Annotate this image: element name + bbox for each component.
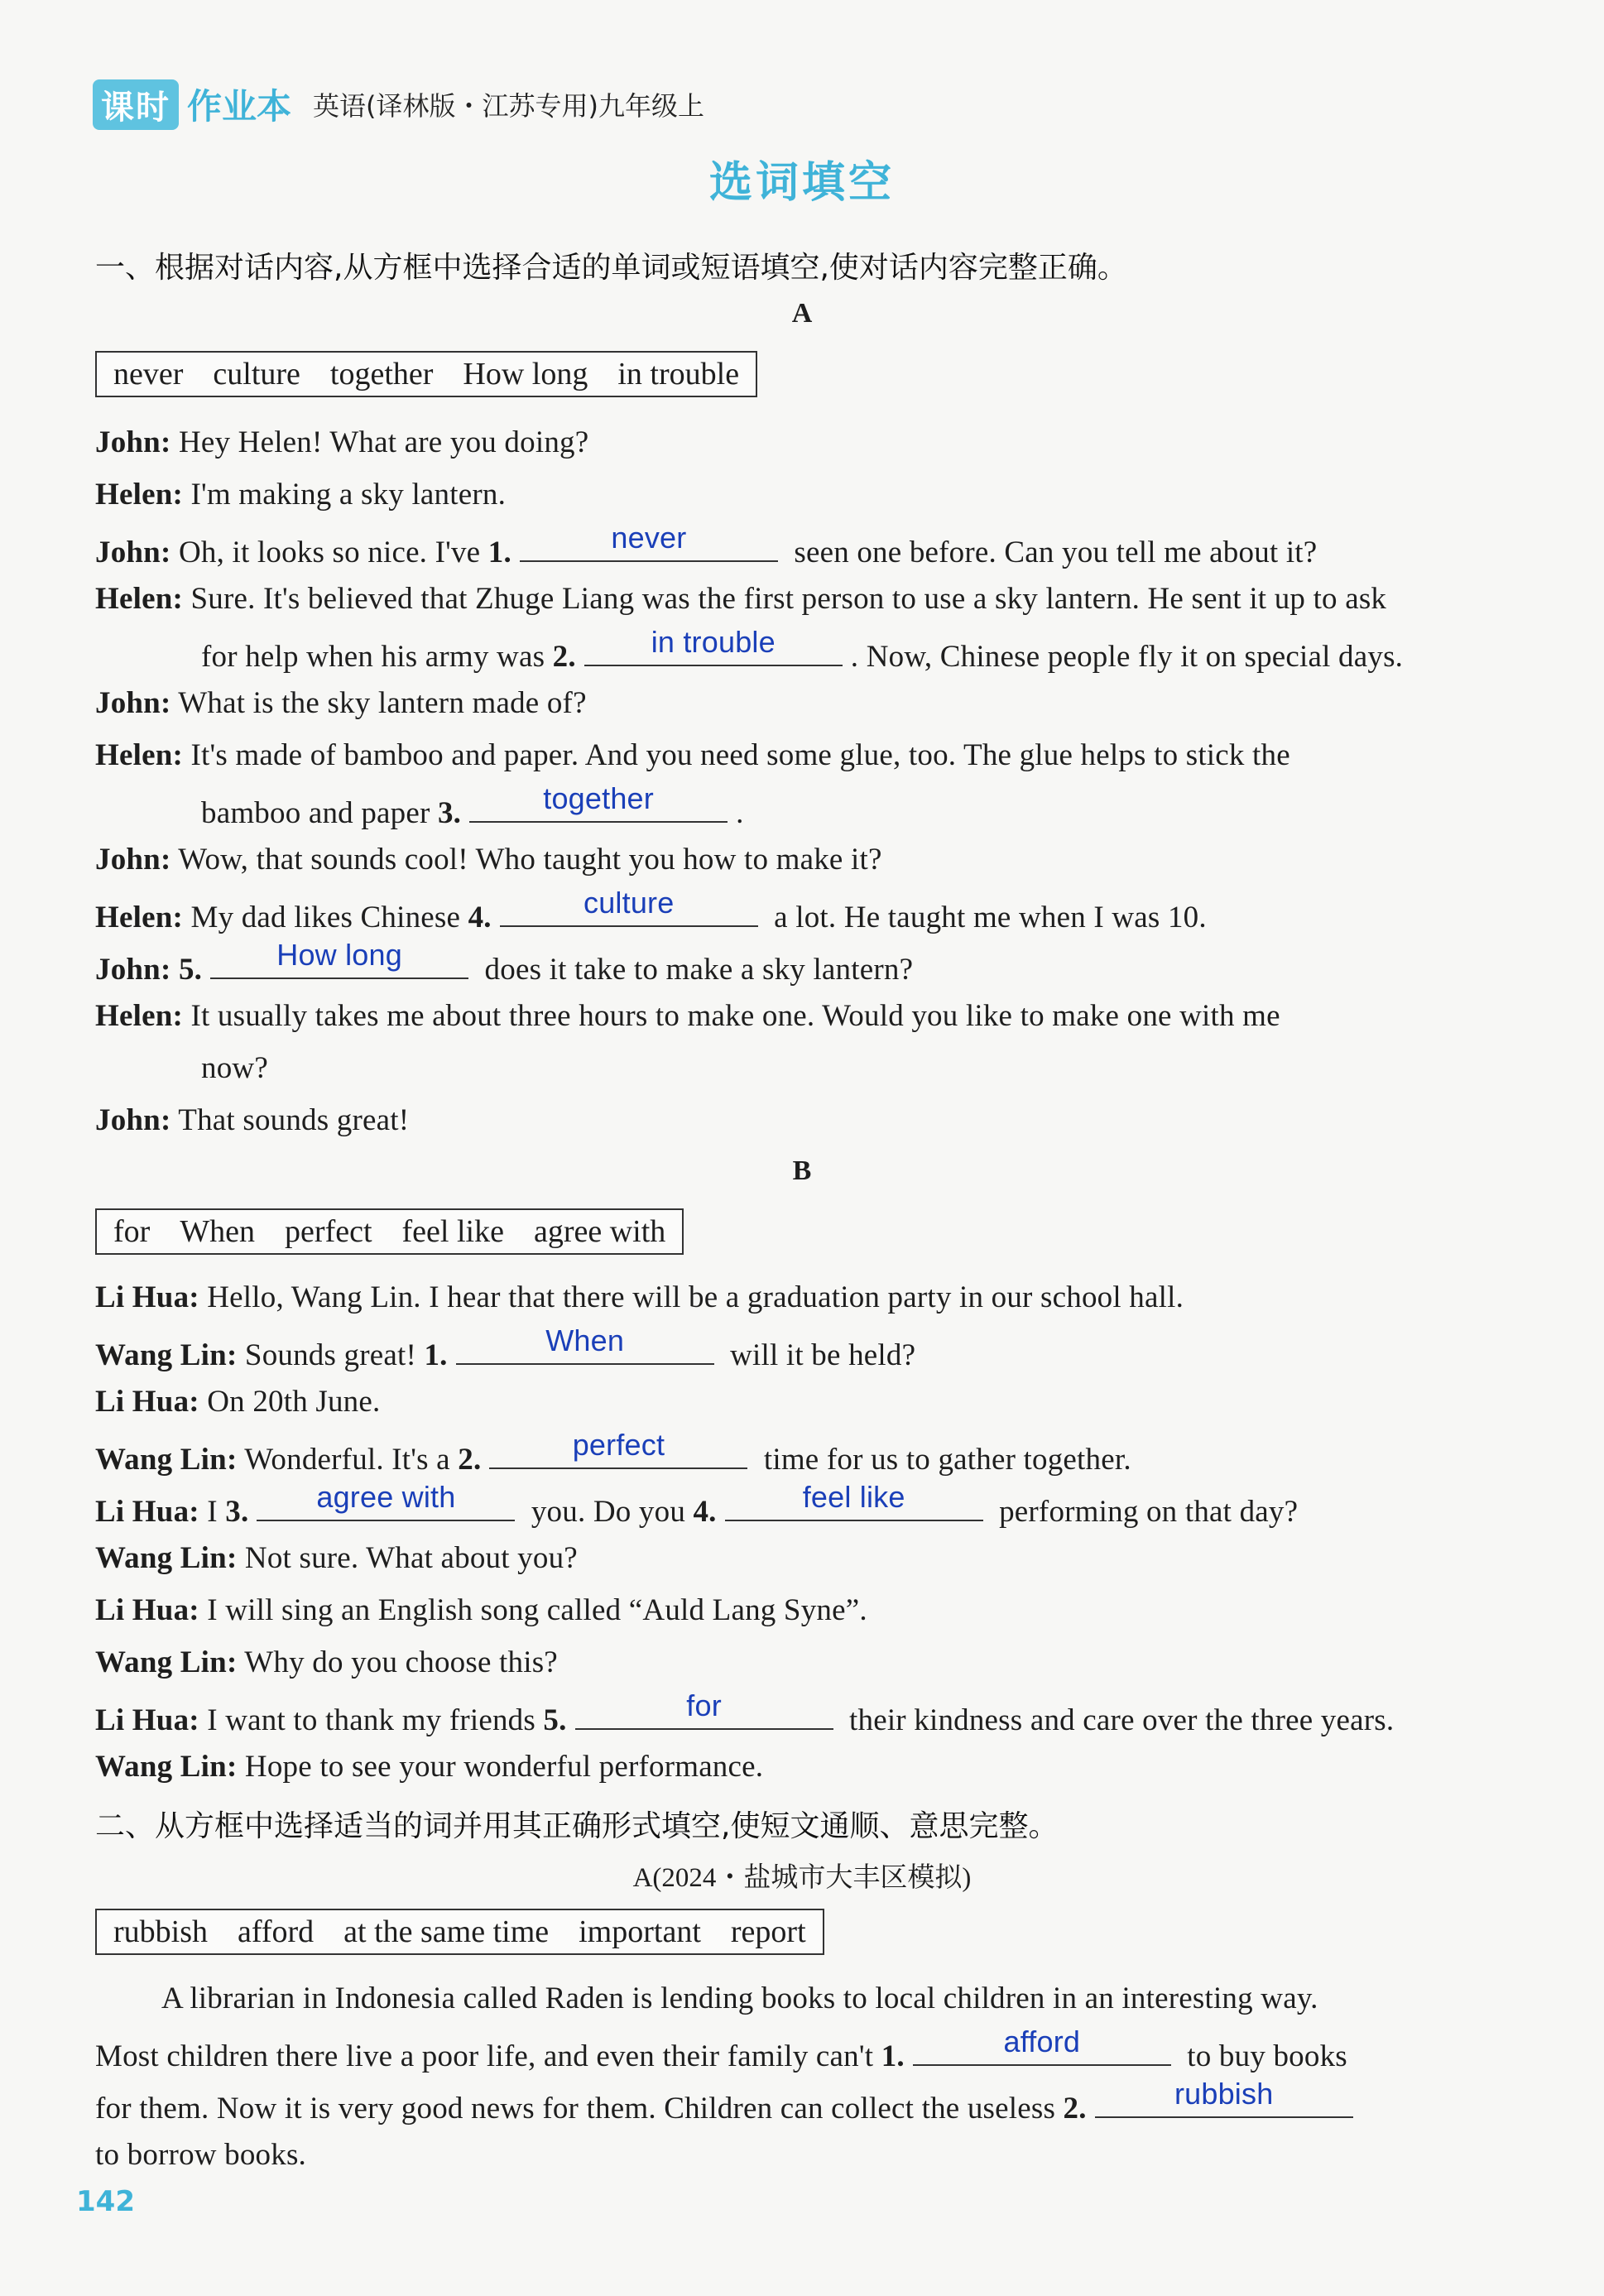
- line-text: It usually takes me about three hours to make one. Would you like to make one with me: [190, 999, 1280, 1033]
- line-text: a lot. He taught me when I was 10.: [766, 901, 1207, 934]
- dialogue-line: Wang Lin: Wonderful. It's a 2. perfect time for us to gather together.: [95, 1428, 1131, 1477]
- speaker-name: John: [95, 953, 161, 987]
- page-number: 142: [76, 2185, 135, 2218]
- line-text: bamboo and paper: [201, 796, 438, 830]
- line-text: their kindness and care over the three years.: [841, 1703, 1395, 1737]
- line-text: Hope to see your wonderful performance.: [244, 1750, 764, 1784]
- speaker-name: Li Hua: [95, 1385, 190, 1419]
- dialogue-line: Li Hua: I 3. agree with you. Do you 4. feel like performing on that day?: [95, 1480, 1299, 1529]
- line-text: Most children there live a poor life, and even their family can't: [95, 2039, 881, 2073]
- blank-number: 1.: [487, 536, 511, 569]
- line-text: performing on that day?: [991, 1495, 1299, 1529]
- line-text: I want to thank my friends: [207, 1703, 544, 1737]
- part2-a-label: A(2024・盐城市大丰区模拟): [632, 1863, 972, 1893]
- handwritten-answer: feel like: [802, 1480, 905, 1514]
- word-box-item: together: [329, 357, 434, 391]
- passage-line: to borrow books.: [95, 2138, 306, 2172]
- dialogue-line: Li Hua: I will sing an English song called “Auld Lang Syne”.: [95, 1593, 867, 1627]
- line-text: now?: [201, 1051, 268, 1085]
- word-box-item: important: [579, 1914, 701, 1949]
- line-text: I'm making a sky lantern.: [190, 478, 507, 512]
- line-text: What is the sky lantern made of?: [178, 686, 587, 720]
- speaker-name: Li Hua: [95, 1280, 190, 1314]
- line-text: On 20th June.: [207, 1385, 381, 1419]
- speaker-name: Wang Lin: [95, 1338, 227, 1372]
- speaker-name: John: [95, 843, 161, 877]
- line-text: will it be held?: [722, 1338, 916, 1372]
- speaker-name: Wang Lin: [95, 1750, 227, 1784]
- answer-blank[interactable]: [500, 886, 758, 927]
- dialogue-line: Wang Lin: Not sure. What about you?: [95, 1541, 578, 1575]
- word-box-item: culture: [213, 357, 300, 391]
- dialogue-line: Helen: It's made of bamboo and paper. And you need some glue, too. The glue helps to stick the: [95, 738, 1290, 772]
- line-text: Sounds great!: [244, 1338, 425, 1372]
- passage-line: [95, 2077, 1361, 2126]
- part1-b-label: B: [792, 1155, 812, 1186]
- handwritten-answer: in trouble: [651, 625, 776, 659]
- answer-blank[interactable]: [584, 625, 843, 666]
- line-text: Hey Helen! What are you doing?: [178, 425, 589, 459]
- line-text: .: [736, 796, 744, 830]
- brand-name: 作业本: [187, 86, 292, 127]
- brand-logo: 课时: [93, 79, 179, 130]
- blank-number: 3.: [225, 1495, 249, 1529]
- word-box-item: for: [113, 1214, 151, 1249]
- line-text: . Now, Chinese people fly it on special days.: [850, 640, 1404, 674]
- answer-blank[interactable]: [520, 521, 778, 562]
- dialogue-line: Wang Lin: Why do you choose this?: [95, 1645, 558, 1679]
- speaker-name: John: [95, 425, 161, 459]
- dialogue-line: John: That sounds great!: [95, 1103, 410, 1137]
- line-text: Wonderful. It's a: [244, 1443, 459, 1477]
- blank-number: 1.: [424, 1338, 448, 1372]
- line-text: Not sure. What about you?: [244, 1541, 578, 1575]
- line-text: seen one before. Can you tell me about it?: [785, 536, 1318, 569]
- handwritten-answer: agree with: [316, 1480, 456, 1514]
- word-box-b: [95, 1208, 684, 1255]
- dialogue-line: Li Hua: On 20th June.: [95, 1385, 381, 1419]
- answer-blank[interactable]: [1095, 2077, 1353, 2118]
- handwritten-answer: afford: [1003, 2025, 1081, 2058]
- line-text: Wow, that sounds cool! Who taught you how to make it?: [178, 843, 882, 877]
- section-title: 选词填空: [708, 158, 895, 208]
- line-text: Oh, it looks so nice. I've: [178, 536, 488, 569]
- line-text: for help when his army was: [201, 640, 553, 674]
- dialogue-line: Helen: It usually takes me about three hours to make one. Would you like to make one with me: [95, 999, 1280, 1033]
- word-box-item: in trouble: [617, 357, 740, 391]
- speaker-name: Helen: [95, 999, 173, 1033]
- dialogue-line: [201, 781, 744, 831]
- word-box-item: report: [730, 1914, 806, 1949]
- word-box-item: perfect: [285, 1214, 372, 1249]
- answer-blank[interactable]: [913, 2025, 1171, 2066]
- dialogue-line: John: What is the sky lantern made of?: [95, 686, 587, 720]
- dialogue-line: John: Hey Helen! What are you doing?: [95, 425, 589, 459]
- passage-line: A librarian in Indonesia called Raden is lending books to local children in an interesting way.: [161, 1981, 1318, 2015]
- line-text: to buy books: [1179, 2039, 1347, 2073]
- speaker-name: John: [95, 1103, 161, 1137]
- dialogue-line: John: Oh, it looks so nice. I've 1. never seen one before. Can you tell me about it?: [95, 521, 1318, 569]
- handwritten-answer: rubbish: [1174, 2077, 1274, 2111]
- line-text: for them. Now it is very good news for them. Children can collect the useless: [95, 2092, 1064, 2125]
- blank-number: 2.: [1063, 2092, 1087, 2125]
- line-text: It's made of bamboo and paper. And you need some glue, too. The glue helps to stick the: [190, 738, 1290, 772]
- word-box-item: feel like: [401, 1214, 504, 1249]
- handwritten-answer: culture: [583, 886, 675, 920]
- dialogue-line: [201, 625, 1404, 675]
- line-text: I will sing an English song called “Auld Lang Syne”.: [207, 1593, 867, 1627]
- line-text: My dad likes Chinese: [190, 901, 468, 934]
- line-text: Why do you choose this?: [244, 1645, 558, 1679]
- speaker-name: Helen: [95, 738, 173, 772]
- book-title: 英语(译林版・江苏专用)九年级上: [313, 90, 704, 122]
- page-header: [93, 79, 704, 129]
- handwritten-answer: together: [543, 781, 654, 815]
- speaker-name: Li Hua: [95, 1703, 190, 1737]
- handwritten-answer: How long: [276, 938, 402, 972]
- dialogue-line: Helen: My dad likes Chinese 4. culture a lot. He taught me when I was 10.: [95, 886, 1207, 934]
- dialogue-line: John: 5. How long does it take to make a sky lantern?: [95, 938, 914, 987]
- speaker-name: Helen: [95, 582, 173, 616]
- blank-number: 3.: [437, 796, 462, 830]
- answer-blank[interactable]: [257, 1480, 515, 1521]
- word-box-item: never: [113, 357, 184, 391]
- dialogue-line: Wang Lin: Hope to see your wonderful performance.: [95, 1750, 764, 1784]
- blank-number: 5.: [178, 953, 203, 987]
- part2-instruction: 二、从方框中选择适当的词并用其正确形式填空,使短文通顺、意思完整。: [95, 1809, 1059, 1843]
- line-text: That sounds great!: [178, 1103, 410, 1137]
- speaker-name: Wang Lin: [95, 1443, 227, 1477]
- answer-blank[interactable]: [456, 1323, 714, 1365]
- line-text: Hello, Wang Lin. I hear that there will be a graduation party in our school hall.: [207, 1280, 1184, 1314]
- handwritten-answer: When: [545, 1323, 625, 1357]
- word-box-item: agree with: [533, 1214, 666, 1249]
- dialogue-line: John: Wow, that sounds cool! Who taught you how to make it?: [95, 843, 882, 877]
- passage-line: [95, 2025, 1347, 2074]
- line-text: you. Do you: [523, 1495, 694, 1529]
- word-box-item: at the same time: [343, 1914, 550, 1949]
- speaker-name: Li Hua: [95, 1593, 190, 1627]
- word-box-item: How long: [463, 357, 588, 391]
- dialogue-line: Helen: Sure. It's believed that Zhuge Liang was the first person to use a sky lantern. He sent it up to ask: [95, 582, 1387, 616]
- speaker-name: John: [95, 686, 161, 720]
- dialogue-line: Li Hua: I want to thank my friends 5. for their kindness and care over the three years.: [95, 1688, 1395, 1737]
- answer-blank[interactable]: [489, 1428, 747, 1469]
- word-box-item: When: [180, 1214, 256, 1249]
- line-text: time for us to gather together.: [756, 1443, 1131, 1477]
- line-text: I: [207, 1495, 226, 1529]
- handwritten-answer: never: [611, 521, 687, 555]
- speaker-name: John: [95, 536, 161, 569]
- blank-number: 4.: [693, 1495, 717, 1529]
- blank-number: 5.: [543, 1703, 567, 1737]
- part1-a-label: A: [791, 298, 813, 329]
- speaker-name: Li Hua: [95, 1495, 190, 1529]
- part1-instruction: 一、根据对话内容,从方框中选择合适的单词或短语填空,使对话内容完整正确。: [95, 251, 1127, 285]
- dialogue-line: Li Hua: Hello, Wang Lin. I hear that there will be a graduation party in our school hall.: [95, 1280, 1184, 1314]
- word-box-a: [95, 351, 757, 397]
- blank-number: 4.: [468, 901, 492, 934]
- blank-number: 1.: [881, 2039, 905, 2073]
- answer-blank[interactable]: [210, 938, 468, 979]
- speaker-name: Wang Lin: [95, 1645, 227, 1679]
- word-box-item: rubbish: [113, 1914, 208, 1949]
- speaker-name: Helen: [95, 901, 173, 934]
- dialogue-line: Helen: I'm making a sky lantern.: [95, 478, 507, 512]
- answer-blank[interactable]: [469, 781, 728, 823]
- answer-blank[interactable]: [725, 1480, 983, 1521]
- handwritten-answer: for: [686, 1688, 722, 1722]
- word-box-item: afford: [238, 1914, 315, 1949]
- line-text: Sure. It's believed that Zhuge Liang was the first person to use a sky lantern. He sent it up to ask: [190, 582, 1387, 616]
- dialogue-line: [201, 1050, 268, 1086]
- answer-blank[interactable]: [575, 1688, 833, 1730]
- blank-number: 2.: [458, 1443, 482, 1477]
- dialogue-line: Wang Lin: Sounds great! 1. When will it be held?: [95, 1323, 916, 1372]
- blank-number: 2.: [552, 640, 576, 674]
- speaker-name: Helen: [95, 478, 173, 512]
- speaker-name: Wang Lin: [95, 1541, 227, 1575]
- word-box-part2: [95, 1909, 824, 1955]
- line-text: does it take to make a sky lantern?: [477, 953, 914, 987]
- handwritten-answer: perfect: [572, 1428, 665, 1462]
